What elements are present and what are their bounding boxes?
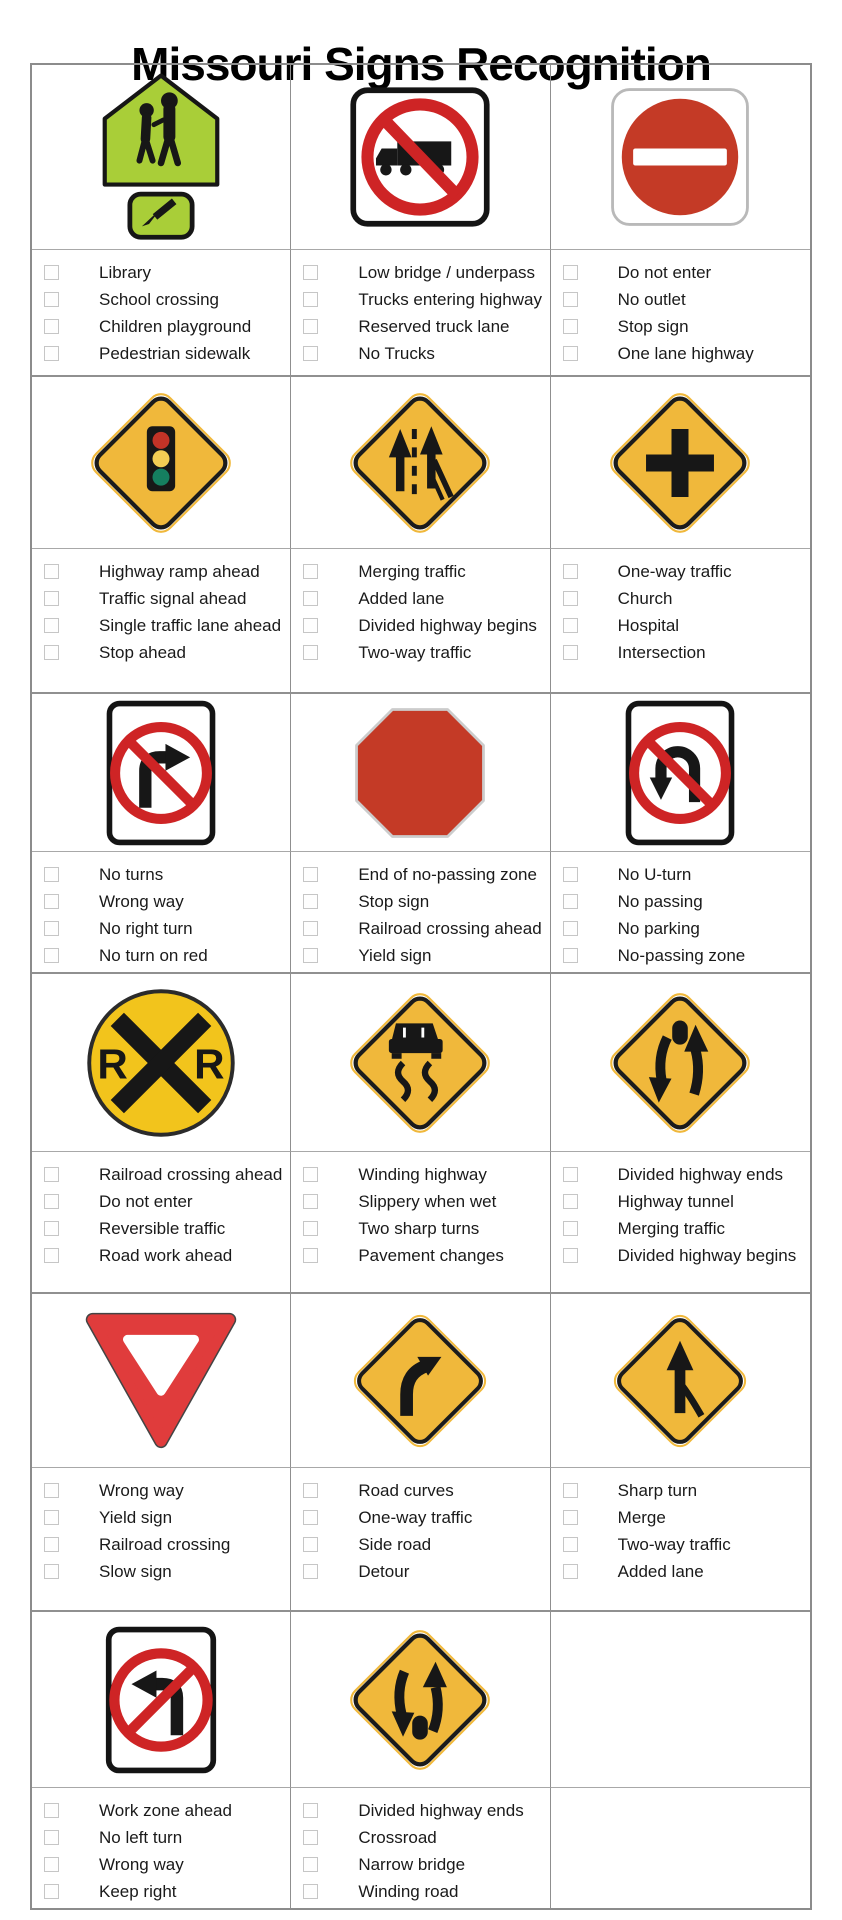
- option-label: Added lane: [617, 1562, 704, 1581]
- option-label: Divided highway ends: [617, 1165, 784, 1184]
- option-label: Trucks entering highway: [358, 290, 542, 309]
- option-checkbox[interactable]: [563, 1194, 578, 1209]
- option-checkbox[interactable]: [303, 867, 318, 882]
- option-row: [303, 1558, 543, 1585]
- option-label: No U-turn: [617, 865, 692, 884]
- sign-cell-empty: [551, 1612, 810, 1788]
- option-checkbox[interactable]: [563, 292, 578, 307]
- sign-cell-railroad-crossing: [32, 974, 291, 1152]
- sign-cell-yield: [32, 1294, 291, 1468]
- option-row: [44, 1242, 284, 1269]
- option-checkbox[interactable]: [563, 1537, 578, 1552]
- option-label: Pedestrian sidewalk: [99, 344, 251, 363]
- sign-cell-no-u-turn: [551, 694, 810, 852]
- sign-cell-stop: [291, 694, 550, 852]
- option-row: [563, 558, 804, 585]
- curve-right-sign-icon: [349, 1310, 491, 1452]
- option-label: Merging traffic: [617, 1219, 726, 1238]
- option-label: Merging traffic: [358, 562, 466, 581]
- option-label: End of no-passing zone: [358, 865, 537, 884]
- do-not-enter-sign-icon: [609, 86, 751, 228]
- option-checkbox[interactable]: [44, 1167, 59, 1182]
- option-row: [303, 259, 543, 286]
- option-checkbox[interactable]: [303, 1537, 318, 1552]
- option-row: [563, 340, 804, 367]
- slippery-when-wet-sign-icon: [345, 988, 495, 1138]
- option-row: [44, 1878, 284, 1905]
- option-label: Divided highway begins: [358, 616, 537, 635]
- option-checkbox[interactable]: [44, 265, 59, 280]
- option-checkbox[interactable]: [563, 1221, 578, 1236]
- option-checkbox[interactable]: [44, 894, 59, 909]
- options-cell: [32, 1788, 291, 1908]
- divided-highway-sign-icon: [605, 988, 755, 1138]
- option-row: [303, 1531, 543, 1558]
- option-label: No Trucks: [358, 344, 435, 363]
- sign-cell-crossroad: [551, 377, 810, 549]
- option-row: [563, 1531, 804, 1558]
- option-checkbox[interactable]: [303, 645, 318, 660]
- option-row: [303, 915, 543, 942]
- option-row: [303, 1878, 543, 1905]
- option-label: Two-way traffic: [358, 643, 472, 662]
- option-label: Reserved truck lane: [358, 317, 510, 336]
- option-label: Two-way traffic: [617, 1535, 731, 1554]
- option-row: [44, 1477, 284, 1504]
- option-row: [44, 915, 284, 942]
- option-label: Crossroad: [358, 1828, 437, 1847]
- option-label: Reversible traffic: [99, 1219, 226, 1238]
- option-checkbox[interactable]: [303, 921, 318, 936]
- option-label: Traffic signal ahead: [99, 589, 247, 608]
- option-row: [44, 585, 284, 612]
- option-checkbox[interactable]: [44, 1857, 59, 1872]
- option-label: Road curves: [358, 1481, 454, 1500]
- option-row: [44, 861, 284, 888]
- sign-cell-merge: [551, 1294, 810, 1468]
- option-row: [44, 1851, 284, 1878]
- option-row: [563, 1477, 804, 1504]
- option-checkbox[interactable]: [303, 618, 318, 633]
- school-crossing-sign-icon: [101, 72, 221, 242]
- option-row: [563, 915, 804, 942]
- option-checkbox[interactable]: [303, 265, 318, 280]
- option-checkbox[interactable]: [44, 1830, 59, 1845]
- option-row: [44, 942, 284, 969]
- option-checkbox[interactable]: [303, 564, 318, 579]
- option-row: [563, 888, 804, 915]
- option-checkbox[interactable]: [44, 1221, 59, 1236]
- signs-quiz-table: [30, 63, 812, 1910]
- options-cell: [291, 549, 550, 694]
- svg-text:R: R: [97, 1040, 129, 1088]
- option-row: [563, 1558, 804, 1585]
- option-label: Do not enter: [617, 263, 712, 282]
- option-label: Stop sign: [358, 892, 430, 911]
- option-checkbox[interactable]: [563, 921, 578, 936]
- option-row: [44, 1824, 284, 1851]
- option-label: Library: [99, 263, 151, 282]
- option-row: [563, 612, 804, 639]
- option-row: [303, 585, 543, 612]
- option-checkbox[interactable]: [563, 1248, 578, 1263]
- added-lane-sign-icon: [345, 388, 495, 538]
- option-label: Railroad crossing ahead: [358, 919, 542, 938]
- option-checkbox[interactable]: [563, 894, 578, 909]
- sign-cell-no-right-turn: [32, 694, 291, 852]
- traffic-signal-ahead-sign-icon: [86, 388, 236, 538]
- option-row: [563, 313, 804, 340]
- option-checkbox[interactable]: [44, 1803, 59, 1818]
- option-checkbox[interactable]: [563, 1510, 578, 1525]
- option-label: Church: [617, 589, 673, 608]
- option-row: [563, 259, 804, 286]
- option-row: [563, 1161, 804, 1188]
- option-label: One lane highway: [617, 344, 754, 363]
- option-row: [303, 1215, 543, 1242]
- sign-cell-divided-highway-ends: [291, 1612, 550, 1788]
- yield-sign-icon: [85, 1312, 237, 1449]
- options-cell: [32, 250, 291, 377]
- option-checkbox[interactable]: [303, 319, 318, 334]
- option-checkbox[interactable]: [44, 346, 59, 361]
- option-label: No-passing zone: [617, 946, 746, 965]
- option-row: [44, 888, 284, 915]
- option-row: [44, 1504, 284, 1531]
- option-row: [563, 861, 804, 888]
- options-cell: [551, 1468, 810, 1612]
- option-label: Hospital: [617, 616, 680, 635]
- option-checkbox[interactable]: [303, 1248, 318, 1263]
- option-label: Do not enter: [99, 1192, 193, 1211]
- option-label: Slippery when wet: [358, 1192, 497, 1211]
- option-label: Side road: [358, 1535, 432, 1554]
- option-label: Highway ramp ahead: [99, 562, 260, 581]
- option-row: [44, 612, 284, 639]
- options-cell: [551, 250, 810, 377]
- option-checkbox[interactable]: [44, 618, 59, 633]
- option-row: [303, 942, 543, 969]
- option-label: No parking: [617, 919, 700, 938]
- merge-sign-icon: [609, 1310, 751, 1452]
- option-row: [44, 259, 284, 286]
- option-checkbox[interactable]: [303, 292, 318, 307]
- no-left-turn-sign-icon: [104, 1625, 218, 1775]
- option-label: Intersection: [617, 643, 706, 662]
- option-checkbox[interactable]: [44, 1248, 59, 1263]
- sign-cell-do-not-enter: [551, 65, 810, 250]
- no-u-turn-sign-icon: [624, 699, 736, 847]
- option-row: [303, 1504, 543, 1531]
- option-checkbox[interactable]: [303, 894, 318, 909]
- option-checkbox[interactable]: [303, 1564, 318, 1579]
- sign-cell-added-lane: [291, 377, 550, 549]
- option-row: [44, 286, 284, 313]
- option-checkbox[interactable]: [563, 1483, 578, 1498]
- option-row: [303, 1851, 543, 1878]
- option-checkbox[interactable]: [44, 867, 59, 882]
- option-row: [303, 340, 543, 367]
- option-label: One-way traffic: [617, 562, 732, 581]
- option-row: [303, 612, 543, 639]
- option-label: Divided highway ends: [358, 1801, 524, 1820]
- option-checkbox[interactable]: [563, 645, 578, 660]
- option-checkbox[interactable]: [563, 867, 578, 882]
- option-label: Two sharp turns: [358, 1219, 480, 1238]
- option-row: [563, 286, 804, 313]
- option-row: [44, 1797, 284, 1824]
- options-cell: [32, 1152, 291, 1294]
- option-label: No left turn: [99, 1828, 183, 1847]
- option-label: Detour: [358, 1562, 410, 1581]
- sign-cell-no-trucks: [291, 65, 550, 250]
- option-row: [44, 1531, 284, 1558]
- option-row: [303, 888, 543, 915]
- options-cell: [291, 852, 550, 974]
- railroad-crossing-sign-icon: [83, 982, 239, 1144]
- options-cell: [291, 250, 550, 377]
- option-row: [44, 558, 284, 585]
- option-row: [563, 1215, 804, 1242]
- sign-cell-divided-highway: [551, 974, 810, 1152]
- option-row: [44, 639, 284, 666]
- option-label: Highway tunnel: [617, 1192, 734, 1211]
- option-row: [563, 1242, 804, 1269]
- option-label: No right turn: [99, 919, 193, 938]
- option-checkbox[interactable]: [44, 948, 59, 963]
- option-label: No passing: [617, 892, 703, 911]
- option-checkbox[interactable]: [44, 1483, 59, 1498]
- option-checkbox[interactable]: [44, 1537, 59, 1552]
- option-label: Children playground: [99, 317, 252, 336]
- option-checkbox[interactable]: [563, 948, 578, 963]
- options-cell: [551, 1152, 810, 1294]
- option-checkbox[interactable]: [563, 319, 578, 334]
- option-checkbox[interactable]: [563, 265, 578, 280]
- option-row: [303, 861, 543, 888]
- option-label: No turn on red: [99, 946, 208, 965]
- option-checkbox[interactable]: [563, 1564, 578, 1579]
- option-label: Slow sign: [99, 1562, 172, 1581]
- option-label: No turns: [99, 865, 164, 884]
- option-checkbox[interactable]: [44, 1194, 59, 1209]
- option-row: [303, 1824, 543, 1851]
- option-checkbox[interactable]: [44, 591, 59, 606]
- option-label: School crossing: [99, 290, 220, 309]
- options-cell: [551, 549, 810, 694]
- option-checkbox[interactable]: [303, 948, 318, 963]
- option-checkbox[interactable]: [303, 1803, 318, 1818]
- option-label: Wrong way: [99, 1855, 184, 1874]
- sign-cell-curve-right: [291, 1294, 550, 1468]
- option-checkbox[interactable]: [563, 346, 578, 361]
- option-checkbox[interactable]: [44, 292, 59, 307]
- option-row: [303, 1797, 543, 1824]
- option-label: Stop ahead: [99, 643, 186, 662]
- option-row: [303, 1188, 543, 1215]
- sign-cell-no-left-turn: [32, 1612, 291, 1788]
- option-checkbox[interactable]: [44, 1510, 59, 1525]
- option-row: [303, 639, 543, 666]
- option-checkbox[interactable]: [303, 591, 318, 606]
- option-row: [563, 1504, 804, 1531]
- option-label: Railroad crossing: [99, 1535, 231, 1554]
- option-label: Wrong way: [99, 892, 184, 911]
- option-label: Road work ahead: [99, 1246, 233, 1265]
- option-checkbox[interactable]: [563, 1167, 578, 1182]
- option-label: Yield sign: [99, 1508, 173, 1527]
- option-row: [44, 340, 284, 367]
- option-checkbox[interactable]: [44, 1564, 59, 1579]
- no-trucks-sign-icon: [349, 86, 491, 228]
- option-checkbox[interactable]: [44, 921, 59, 936]
- option-checkbox[interactable]: [303, 1221, 318, 1236]
- option-checkbox[interactable]: [303, 1483, 318, 1498]
- option-checkbox[interactable]: [303, 1884, 318, 1899]
- option-label: Divided highway begins: [617, 1246, 797, 1265]
- option-checkbox[interactable]: [303, 1857, 318, 1872]
- option-row: [303, 558, 543, 585]
- sign-cell-slippery-when-wet: [291, 974, 550, 1152]
- option-row: [303, 1477, 543, 1504]
- options-cell: [291, 1788, 550, 1908]
- option-label: One-way traffic: [358, 1508, 473, 1527]
- option-checkbox[interactable]: [44, 1884, 59, 1899]
- crossroad-sign-icon: [605, 388, 755, 538]
- option-label: Stop sign: [617, 317, 689, 336]
- sign-cell-traffic-signal-ahead: [32, 377, 291, 549]
- option-checkbox[interactable]: [563, 564, 578, 579]
- option-label: Low bridge / underpass: [358, 263, 536, 282]
- option-checkbox[interactable]: [303, 1194, 318, 1209]
- option-row: [44, 1161, 284, 1188]
- option-checkbox[interactable]: [563, 591, 578, 606]
- option-checkbox[interactable]: [303, 1510, 318, 1525]
- options-cell: [551, 1788, 810, 1908]
- option-row: [303, 286, 543, 313]
- page-title: Missouri Signs Recognition: [131, 37, 711, 90]
- option-label: Sharp turn: [617, 1481, 698, 1500]
- option-label: Single traffic lane ahead: [99, 616, 282, 635]
- option-row: [44, 1188, 284, 1215]
- option-label: Work zone ahead: [99, 1801, 232, 1820]
- option-row: [44, 1215, 284, 1242]
- option-checkbox[interactable]: [303, 1830, 318, 1845]
- option-row: [303, 313, 543, 340]
- option-row: [303, 1242, 543, 1269]
- option-label: Wrong way: [99, 1481, 184, 1500]
- options-cell: [32, 1468, 291, 1612]
- svg-text:R: R: [194, 1040, 225, 1088]
- option-label: Railroad crossing ahead: [99, 1165, 283, 1184]
- option-row: [563, 942, 804, 969]
- option-checkbox[interactable]: [44, 564, 59, 579]
- option-label: No outlet: [617, 290, 686, 309]
- option-row: [303, 1161, 543, 1188]
- options-cell: [291, 1152, 550, 1294]
- options-cell: [32, 852, 291, 974]
- option-label: Winding road: [358, 1882, 459, 1901]
- options-cell: [551, 852, 810, 974]
- sign-cell-school-crossing: [32, 65, 291, 250]
- option-label: Pavement changes: [358, 1246, 504, 1265]
- option-label: Merge: [617, 1508, 666, 1527]
- option-row: [563, 639, 804, 666]
- option-checkbox[interactable]: [303, 1167, 318, 1182]
- option-label: Winding highway: [358, 1165, 487, 1184]
- options-cell: [32, 549, 291, 694]
- option-row: [563, 585, 804, 612]
- divided-highway-ends-sign-icon: [345, 1625, 495, 1775]
- option-row: [44, 1558, 284, 1585]
- option-checkbox[interactable]: [563, 618, 578, 633]
- option-checkbox[interactable]: [44, 645, 59, 660]
- option-row: [44, 313, 284, 340]
- options-cell: [291, 1468, 550, 1612]
- option-row: [563, 1188, 804, 1215]
- option-label: Added lane: [358, 589, 445, 608]
- option-checkbox[interactable]: [44, 319, 59, 334]
- option-label: Narrow bridge: [358, 1855, 466, 1874]
- stop-sign-icon: [351, 700, 489, 846]
- option-checkbox[interactable]: [303, 346, 318, 361]
- option-label: Keep right: [99, 1882, 177, 1901]
- option-label: Yield sign: [358, 946, 432, 965]
- no-right-turn-sign-icon: [105, 699, 217, 847]
